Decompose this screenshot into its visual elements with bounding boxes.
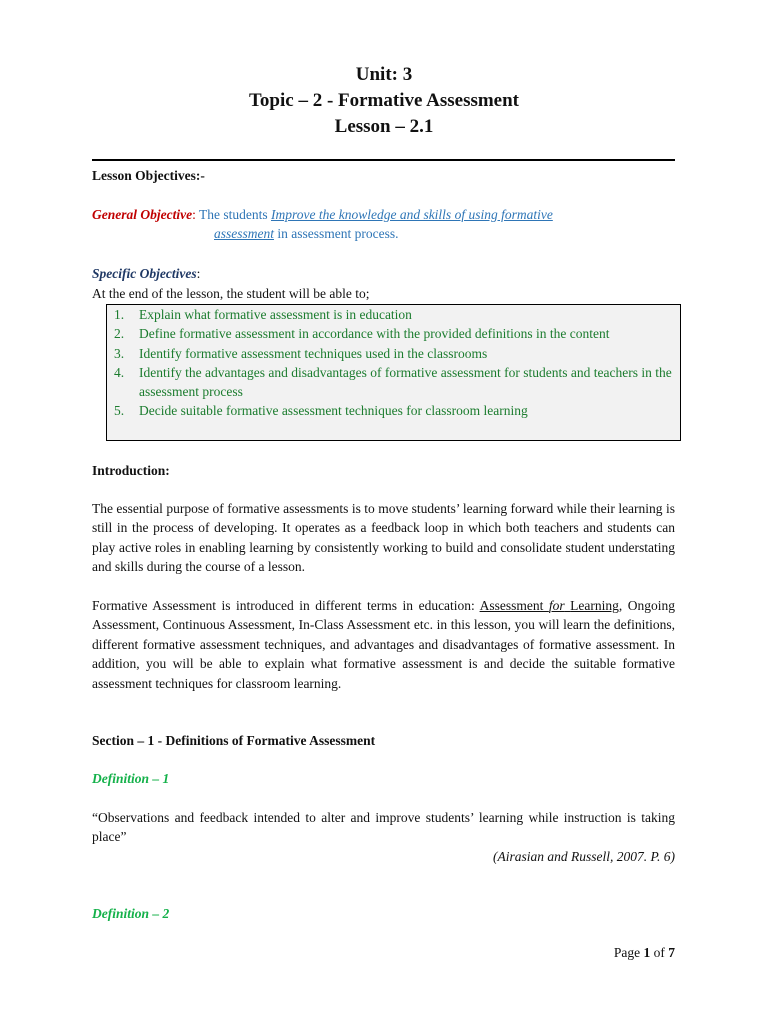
general-objective-prefix: The students xyxy=(195,207,271,222)
general-objective-link-cont[interactable]: assessment xyxy=(214,226,274,242)
definition-2-label: Definition – 2 xyxy=(92,906,170,921)
definition-1-label: Definition – 1 xyxy=(92,771,170,786)
objective-item xyxy=(112,324,672,343)
page-current: 1 xyxy=(643,945,651,960)
header-divider xyxy=(92,159,675,161)
objective-number: 3. xyxy=(114,345,125,361)
objective-number: 2. xyxy=(114,326,125,342)
general-objective-label: General Objective xyxy=(92,207,193,222)
page-word: Page xyxy=(613,945,644,960)
introduction-heading: Introduction: xyxy=(92,463,170,478)
general-objective xyxy=(92,205,675,244)
title-block xyxy=(0,62,768,140)
unit-title: Unit: 3 xyxy=(355,64,413,85)
objectives-list xyxy=(112,305,672,421)
page-number xyxy=(560,945,675,961)
para2-link-part-2: Learning xyxy=(570,598,619,613)
definition-1-citation: (Airasian and Russell, 2007. P. 6) xyxy=(493,849,675,864)
objective-text: Explain what formative assessment is in education xyxy=(139,307,412,322)
general-objective-colon: : xyxy=(192,207,196,222)
para2-link-part-1: Assessment xyxy=(479,598,549,613)
objective-number: 5. xyxy=(114,403,125,419)
objective-number: 4. xyxy=(114,364,125,380)
specific-objectives-label-line xyxy=(92,264,675,283)
introduction-paragraph-1: The essential purpose of formative assessments is to move students’ learning forward while their learning is still in the process of developing. It operates as a feedback loop in which both teachers and students can play active roles in enabling learning by consistently working to build and consolidate student understating and skills during the course of a lesson. xyxy=(92,501,675,575)
lesson-objectives-heading: Lesson Objectives:- xyxy=(92,168,205,183)
general-objective-link[interactable]: Improve the knowledge and skills of using formative xyxy=(270,207,553,222)
objective-text: Identify the advantages and disadvantages of formative assessment for students and teachers in the assessment process xyxy=(139,364,672,400)
objective-item xyxy=(112,344,672,363)
specific-objectives-intro: At the end of the lesson, the student will be able to; xyxy=(92,286,370,301)
specific-objectives-label: Specific Objectives xyxy=(92,266,197,281)
para2-link-italic: for xyxy=(548,598,565,613)
assessment-for-learning-link[interactable] xyxy=(480,598,619,613)
objective-item xyxy=(112,305,672,324)
objective-text: Decide suitable formative assessment techniques for classroom learning xyxy=(139,403,528,419)
objective-item xyxy=(112,363,672,402)
general-objective-suffix: in assessment process. xyxy=(274,226,399,242)
page-of: of xyxy=(650,945,669,960)
section-1-heading: Section – 1 - Definitions of Formative Assessment xyxy=(92,733,376,748)
introduction-paragraph-2 xyxy=(92,596,675,693)
objective-item xyxy=(112,401,672,420)
objective-text: Define formative assessment in accordance with the provided definitions in the content xyxy=(139,326,610,342)
lesson-title: Lesson – 2.1 xyxy=(334,116,434,137)
specific-objectives-colon: : xyxy=(196,266,201,281)
para2-text-b: , Ongoing Assessment, Continuous Assessment, In-Class Assessment etc. in this lesson, you will learn the definitions, different formative assessment techniques, and advantages and disadvantages of formative assessment. In addition, you will be able to explain what formative assessment is and decide the suitable formative assessment techniques for classroom learning. xyxy=(92,598,675,691)
definition-1-quote: “Observations and feedback intended to alter and improve students’ learning while instruction is taking place” xyxy=(92,810,675,845)
page-total: 7 xyxy=(668,945,675,960)
objective-number: 1. xyxy=(114,307,125,322)
para2-text-a: Formative Assessment is introduced in different terms in education: xyxy=(92,598,480,613)
objective-text: Identify formative assessment techniques used in the classrooms xyxy=(139,345,488,361)
topic-title: Topic – 2 - Formative Assessment xyxy=(248,90,520,111)
